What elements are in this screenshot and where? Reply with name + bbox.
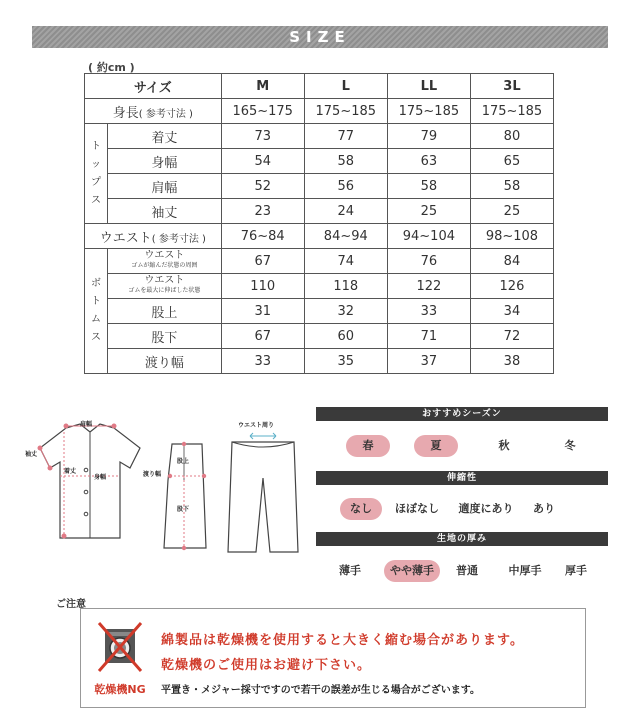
caution-line-1: 綿製品は乾燥機を使用すると大きく縮む場合があります。	[161, 633, 524, 648]
table-cell: 76~84	[221, 224, 304, 249]
table-row	[85, 299, 554, 324]
table-cell: 52	[221, 174, 304, 199]
row-label: 身幅	[108, 149, 222, 174]
table-cell: 74	[304, 249, 387, 274]
table-cell: 118	[304, 274, 387, 299]
table-cell: 24	[304, 199, 387, 224]
thickness-option: 中厚手	[508, 564, 542, 577]
table-cell: 98~108	[470, 224, 553, 249]
tops-group-label: ト ッ プ ス	[85, 124, 108, 224]
table-cell: 72	[470, 324, 553, 349]
table-cell: 54	[221, 149, 304, 174]
table-cell: 126	[470, 274, 553, 299]
table-row	[85, 324, 554, 349]
stretch-bar: 伸縮性	[316, 471, 608, 485]
stretch-option: なし	[340, 498, 382, 520]
header-ll: LL	[387, 74, 470, 99]
caution-title: ご注意	[56, 599, 86, 610]
row-label: 股下	[108, 324, 222, 349]
season-option: 冬	[564, 439, 576, 452]
thickness-option: 薄手	[339, 564, 361, 577]
length-label: 着丈	[64, 468, 77, 475]
height-label: 身長( 参考寸法 )	[85, 99, 222, 124]
inseam-label: 股下	[177, 506, 190, 513]
dryer-ng-icon	[95, 617, 145, 677]
height-row	[85, 99, 554, 124]
pants-front-illustration	[222, 428, 304, 556]
unit-label: ( 約cm )	[88, 61, 135, 74]
table-cell: 25	[470, 199, 553, 224]
table-cell: 84~94	[304, 224, 387, 249]
table-cell: 94~104	[387, 224, 470, 249]
stretch-option: あり	[533, 502, 555, 515]
waist-row	[85, 224, 554, 249]
thickness-option: 厚手	[565, 564, 587, 577]
table-cell: 73	[221, 124, 304, 149]
waist-around-label: ウエスト周り	[238, 422, 275, 429]
table-cell: 76	[387, 249, 470, 274]
table-cell: 79	[387, 124, 470, 149]
header-m: M	[221, 74, 304, 99]
table-cell: 165~175	[221, 99, 304, 124]
row-label: 袖丈	[108, 199, 222, 224]
caution-line-2: 乾燥機のご使用はお避け下さい。	[161, 658, 372, 673]
bottoms-group-label: ボ ト ム ス	[85, 249, 108, 374]
table-cell: 58	[304, 149, 387, 174]
table-row	[85, 274, 554, 299]
table-cell: 23	[221, 199, 304, 224]
table-cell: 60	[304, 324, 387, 349]
table-cell: 25	[387, 199, 470, 224]
season-option: 夏	[414, 435, 458, 457]
row-label: 股上	[108, 299, 222, 324]
table-cell: 65	[470, 149, 553, 174]
table-cell: 58	[387, 174, 470, 199]
table-row	[85, 249, 554, 274]
table-cell: 80	[470, 124, 553, 149]
thickness-option: 普通	[456, 564, 478, 577]
thigh-label: 渡り幅	[143, 471, 162, 478]
thickness-bar: 生地の厚み	[316, 532, 608, 546]
season-option: 秋	[498, 439, 510, 452]
header-size: サイズ	[85, 74, 222, 99]
table-cell: 71	[387, 324, 470, 349]
table-cell: 38	[470, 349, 553, 374]
table-cell: 67	[221, 249, 304, 274]
table-row	[85, 149, 554, 174]
row-label: 肩幅	[108, 174, 222, 199]
table-cell: 56	[304, 174, 387, 199]
thickness-option: やや薄手	[384, 560, 440, 582]
table-cell: 175~185	[387, 99, 470, 124]
caution-line-3: 平置き・メジャー採寸ですので若干の誤差が生じる場合がございます。	[161, 685, 480, 696]
table-row	[85, 174, 554, 199]
table-cell: 110	[221, 274, 304, 299]
table-cell: 32	[304, 299, 387, 324]
table-cell: 84	[470, 249, 553, 274]
dryer-ng-label: 乾燥機NG	[94, 683, 146, 696]
table-cell: 35	[304, 349, 387, 374]
width-label: 身幅	[94, 474, 107, 481]
table-cell: 37	[387, 349, 470, 374]
rise-label: 股上	[177, 458, 190, 465]
season-bar: おすすめシーズン	[316, 407, 608, 421]
size-table	[84, 73, 554, 374]
table-cell: 33	[387, 299, 470, 324]
header-l: L	[304, 74, 387, 99]
shoulder-label: 肩幅	[80, 421, 93, 428]
table-cell: 175~185	[470, 99, 553, 124]
stretch-option: ほぼなし	[395, 502, 439, 515]
waist-label: ウエスト( 参考寸法 )	[85, 224, 222, 249]
table-row	[85, 124, 554, 149]
row-label: 渡り幅	[108, 349, 222, 374]
stretch-option: 適度にあり	[458, 502, 514, 515]
table-cell: 33	[221, 349, 304, 374]
table-row	[85, 349, 554, 374]
shirt-illustration	[28, 418, 158, 553]
table-cell: 122	[387, 274, 470, 299]
size-banner: SIZE	[32, 26, 608, 48]
table-cell: 31	[221, 299, 304, 324]
table-cell: 67	[221, 324, 304, 349]
table-cell: 63	[387, 149, 470, 174]
season-option: 春	[346, 435, 390, 457]
row-label: 着丈	[108, 124, 222, 149]
table-header-row	[85, 74, 554, 99]
row-label: ウエスト ゴムを最大に伸ばした状態	[108, 274, 222, 299]
table-cell: 58	[470, 174, 553, 199]
sleeve-label: 袖丈	[25, 451, 38, 458]
table-row	[85, 199, 554, 224]
table-cell: 77	[304, 124, 387, 149]
table-cell: 34	[470, 299, 553, 324]
table-cell: 175~185	[304, 99, 387, 124]
header-3l: 3L	[470, 74, 553, 99]
caution-box	[80, 608, 586, 708]
row-label: ウエスト ゴムが縮んだ状態の周囲	[108, 249, 222, 274]
